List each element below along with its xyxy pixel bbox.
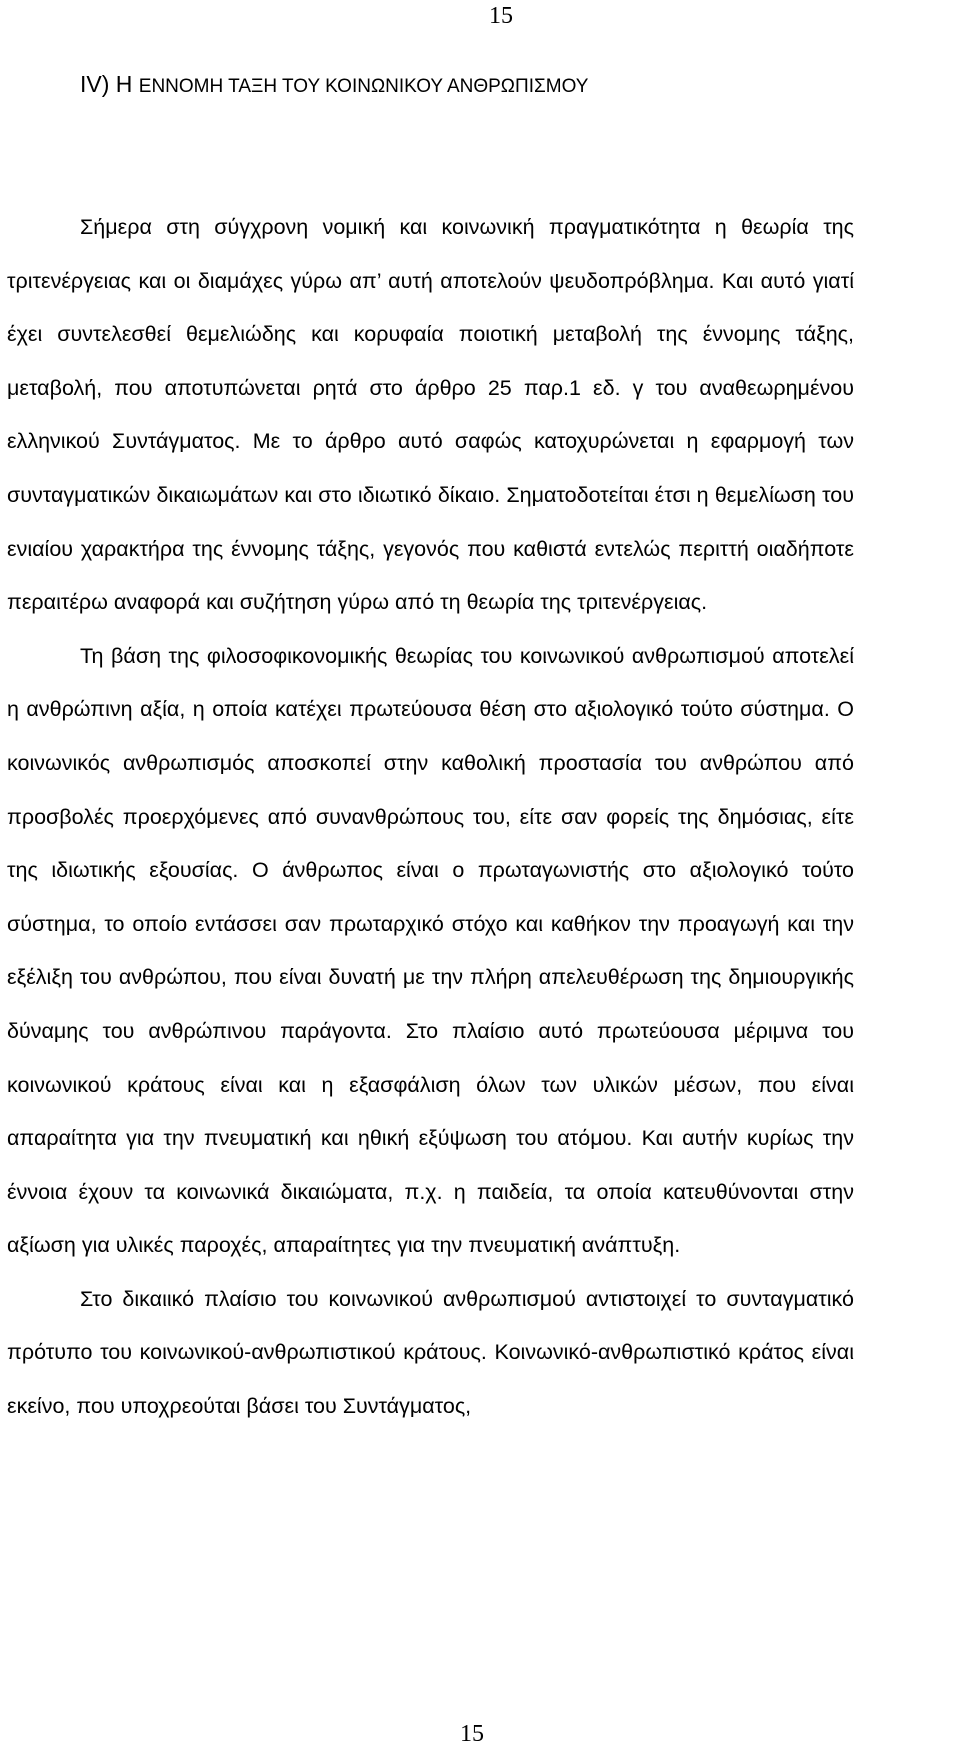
section-heading-prefix: IV) Η <box>80 71 139 97</box>
paragraph-2: Τη βάση της φιλοσοφικονομικής θεωρίας του κοινωνικού ανθρωπισμού αποτελεί η ανθρώπινη αξία, η οποία κατέχει πρωτεύουσα θέση στο αξιολογικό τούτο σύστημα. Ο κοινωνικός ανθρωπισμός αποσκοπεί στην καθολική προστασία του ανθρώπου από προσβολές προερχόμενες από συνανθρώπους του, είτε σαν φορείς της δημόσιας, είτε της ιδιωτικής εξουσίας. Ο άνθρωπος είναι ο πρωταγωνιστής στο αξιολογικό τούτο σύστημα, το οποίο εντάσσει σαν πρωταρχικό στόχο και καθήκον την προαγωγή και την εξέλιξη του ανθρώπου, που είναι δυνατή με την πλήρη απελευθέρωση της δημιουργικής δύναμης του ανθρώπινου παράγοντα. Στο πλαίσιο αυτό πρωτεύουσα μέριμνα του κοινωνικού κράτους είναι και η εξασφάλιση όλων των υλικών μέσων, που είναι απαραίτητα για την πνευματική και ηθική εξύψωση του ατόμου. Και αυτήν κυρίως την έννοια έχουν τα κοινωνικά δικαιώματα, π.χ. η παιδεία, τα οποία κατευθύνονται στην αξίωση για υλικές παροχές, απαραίτητες για την πνευματική ανάπτυξη. <box>7 643 854 1258</box>
page-number-top: 15 <box>489 3 513 29</box>
body-text <box>7 201 854 1434</box>
paragraph-1: Σήμερα στη σύγχρονη νομική και κοινωνική πραγματικότητα η θεωρία της τριτενέργειας και οι διαμάχες γύρω απ’ αυτή αποτελούν ψευδοπρόβλημα. Και αυτό γιατί έχει συντελεσθεί θεμελιώδης και κορυφαία ποιοτική μεταβολή της έννομης τάξης, μεταβολή, που αποτυπώνεται ρητά στο άρθρο 25 παρ.1 εδ. γ του αναθεωρημένου ελληνικού Συντάγματος. Με το άρθρο αυτό σαφώς κατοχυρώνεται η εφαρμογή των συνταγματικών δικαιωμάτων και στο ιδιωτικό δίκαιο. Σηματοδοτείται έτσι η θεμελίωση του ενιαίου χαρακτήρα της έννομης τάξης, γεγονός που καθιστά εντελώς περιττή οιαδήποτε περαιτέρω αναφορά και συζήτηση γύρω από τη θεωρία της τριτενέργειας. <box>7 215 854 615</box>
section-heading <box>80 70 588 101</box>
paragraph-3: Στο δικαιικό πλαίσιο του κοινωνικού ανθρωπισμού αντιστοιχεί το συνταγματικό πρότυπο του κοινωνικού-ανθρωπιστικού κράτους. Κοινωνικό-ανθρωπιστικό κράτος είναι εκείνο, που υποχρεούται βάσει του Συντάγματος, <box>7 1286 854 1419</box>
section-heading-title: ΕΝΝΟΜΗ ΤΑΞΗ ΤΟΥ ΚΟΙΝΩΝΙΚΟΥ ΑΝΘΡΩΠΙΣΜΟΥ <box>138 76 589 97</box>
page-number-bottom: 15 <box>460 1721 484 1747</box>
